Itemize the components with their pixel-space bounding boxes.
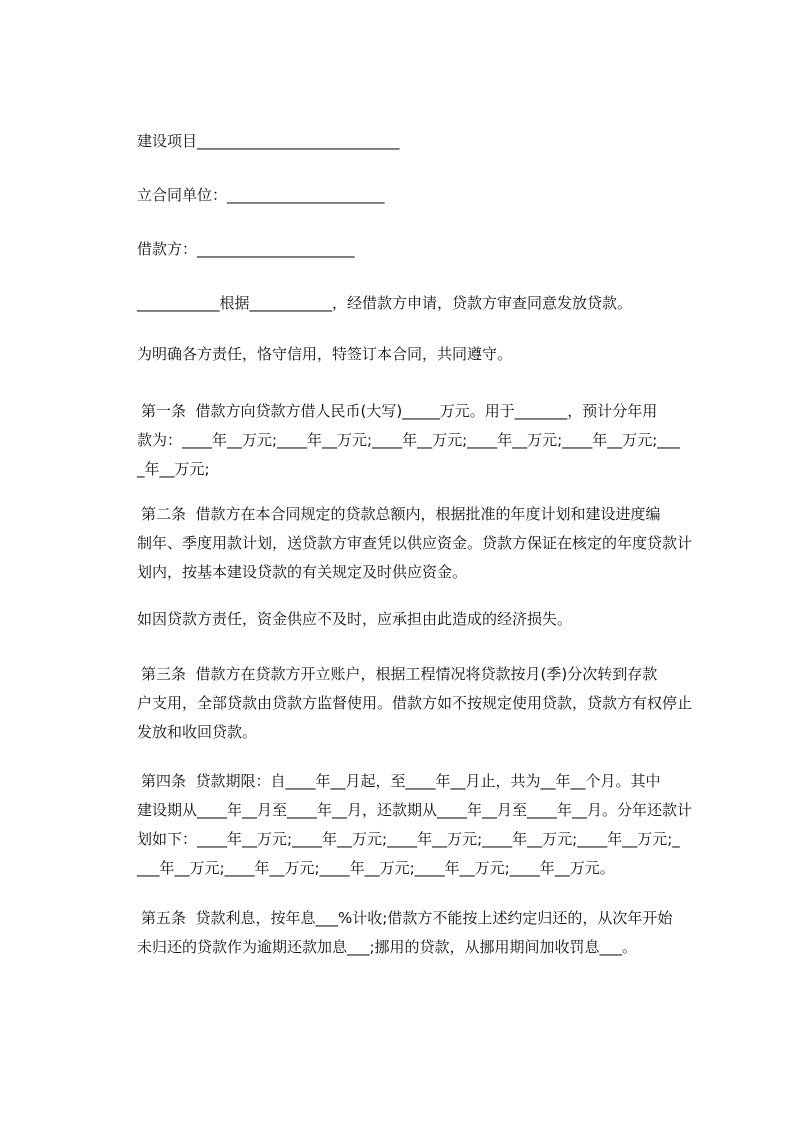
article-1 — [0, 397, 793, 484]
article-4-line: 建设期从____年__月至____年__月，还款期从____年__月至____年__月。分年还款计 — [137, 801, 693, 819]
article-4-line: 划如下：____年__万元;____年__万元;____年__万元;____年__万元;____年__万元;_ — [137, 830, 680, 848]
article-2-line: 划内，按基本建设贷款的有关规定及时供应资金。 — [137, 563, 468, 581]
article-2 — [0, 500, 793, 587]
article-5 — [0, 904, 793, 962]
contracting-unit-line: 立合同单位：_____________________ — [137, 186, 385, 204]
article-2-line: 制年、季度用款计划，送贷款方审查凭以供应资金。贷款方保证在核定的年度贷款计 — [137, 534, 693, 552]
project-line: 建设项目___________________________ — [137, 132, 400, 150]
article-2-note: 如因贷款方责任，资金供应不及时，应承担由此造成的经济损失。 — [137, 610, 573, 628]
article-1-line: _年__万元; — [137, 460, 210, 478]
article-1-line: 第一条 借款方向贷款方借人民币(大写)_____万元。用于_______，预计分年用 — [141, 402, 658, 420]
article-3-line: 发放和收回贷款。 — [137, 723, 258, 741]
article-1-line: 款为：____年__万元;____年__万元;____年__万元;____年__万元;____年__万元;___ — [137, 431, 680, 449]
purpose-paragraph: 为明确各方责任，恪守信用，特签订本合同，共同遵守。 — [137, 345, 513, 363]
article-3-line: 第三条 借款方在贷款方开立账户，根据工程情况将贷款按月(季)分次转到存款 — [141, 665, 658, 683]
article-4-line: ___年__万元;____年__万元;____年__万元;____年__万元;____年__万元。 — [137, 859, 615, 877]
article-3 — [0, 660, 793, 747]
article-4-line: 第四条 贷款期限：自____年__月起，至____年__月止，共为__年__个月。其中 — [141, 772, 661, 790]
article-4 — [0, 767, 793, 883]
article-2-line: 第二条 借款方在本合同规定的贷款总额内，根据批准的年度计划和建设进度编 — [141, 505, 661, 523]
borrower-line: 借款方：_____________________ — [137, 240, 355, 258]
article-3-line: 户支用，全部贷款由贷款方监督使用。借款方如不按规定使用贷款，贷款方有权停止 — [137, 694, 693, 712]
basis-paragraph: ___________根据___________，经借款方申请，贷款方审查同意发放贷款。 — [137, 294, 633, 312]
article-5-line: 第五条 贷款利息，按年息___%计收;借款方不能按上述约定归还的，从次年开始 — [141, 909, 673, 927]
article-5-line: 未归还的贷款作为逾期还款加息___;挪用的贷款，从挪用期间加收罚息___。 — [137, 938, 638, 956]
